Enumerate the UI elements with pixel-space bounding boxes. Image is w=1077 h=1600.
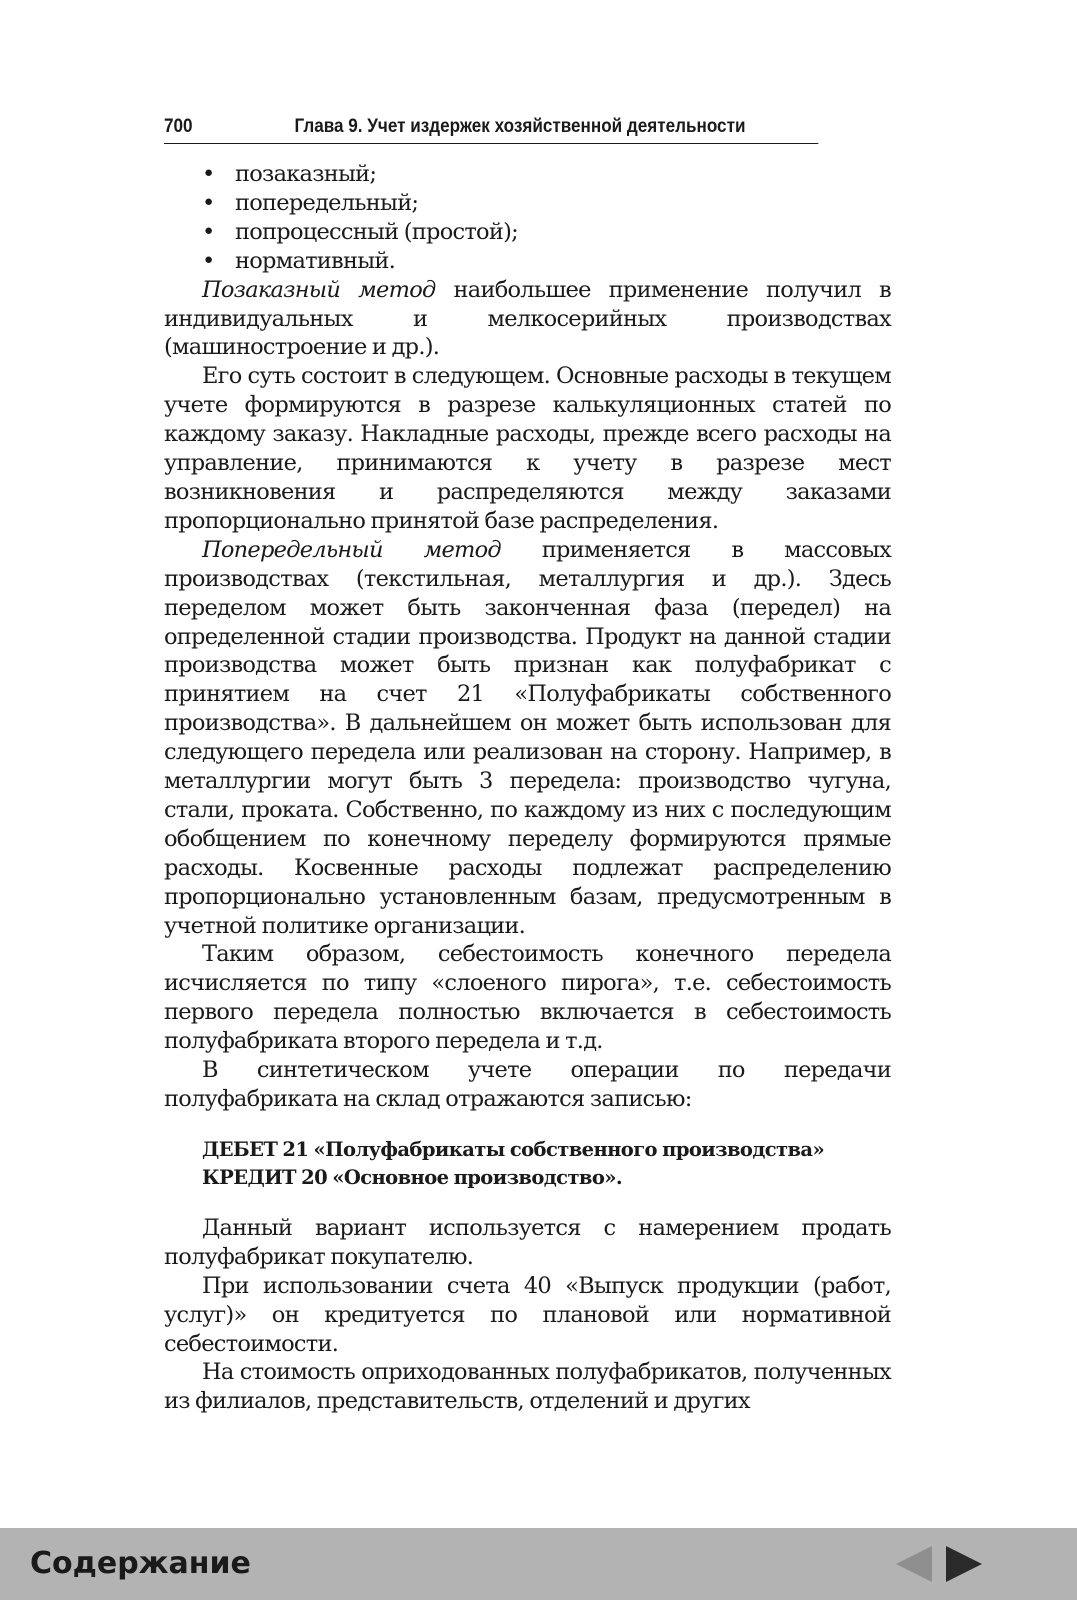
paragraph: При использовании счета 40 «Выпуск продукции (работ, услуг)» он кредитуется по плановой или нормативной себестоимости. [164,1272,891,1357]
list-item: • позаказный; [164,160,891,189]
triangle-right-icon[interactable] [946,1546,982,1582]
paragraph: На стоимость оприходованных полуфабрикатов, полученных из филиалов, представительств, отделений и других [164,1359,891,1415]
paragraph [164,940,891,1056]
triangle-left-icon[interactable] [896,1546,932,1582]
paragraph-text: Таким образом, себестоимость конечного передела исчисляется по типу «слоеного пирога», т.е. себестоимость первого передела полностью включается в себестоимость полуфабриката второго передела и т.д. [164,941,891,1055]
navigation-bar [0,1528,1077,1600]
credit-line: КРЕДИТ 20 «Основное производство». [202,1165,623,1189]
paragraph-text: применяется в массовых производствах (текстильная, металлургия и др.). Здесь переделом может быть законченная фаза (передел) на определенной стадии производства. Продукт на данной стадии производства может быть признан как полуфабрикат с принятием на счет 21 «Полуфабрикаты собственного производства». В дальнейшем он может быть использован для следующего передела или реализован на сторону. Например, в металлургии могут быть 3 передела: производство чугуна, стали, проката. Собственно, по каждому из них с последующим обобщением по конечному переделу формируются прямые расходы. Косвенные расходы подлежат распределению пропорционально установленным базам, предусмотренным в учетной политике организации. [164,536,892,939]
term-lead: Позаказный метод [202,276,436,303]
page-body [164,160,891,1416]
paragraph-text: В синтетическом учете операции по передачи полуфабриката на склад отражаются записью: [164,1057,891,1112]
chapter-title: Глава 9. Учет издержек хозяйственной деятельности [294,116,746,137]
page-header [164,113,818,144]
paragraph-text: наибольшее применение получил в индивидуальных и мелкосерийных производствах (машиностроение и др.). [164,276,891,361]
paragraph-text: Его суть состоит в следующем. Основные расходы в текущем учете формируются в разрезе калькуляционных статей по каждому заказу. Накладные расходы, прежде всего расходы на управление, принимаются к учету в разрезе мест возникновения и распределяются между заказами пропорционально принятой базе распределения. [164,363,891,534]
page-number: 700 [164,116,193,137]
paragraph [164,276,891,363]
paragraph [164,1056,891,1114]
list-item: • попередельный; [164,189,891,218]
paragraph: Данный вариант используется с намерением продать полуфабрикат покупателю. [164,1214,891,1270]
accounting-entry [202,1136,891,1192]
list-item: • попроцессный (простой); [164,218,891,247]
list-item: • нормативный. [164,247,891,276]
debit-line: ДЕБЕТ 21 «Полуфабрикаты собственного производства» [202,1137,825,1161]
term-lead: Попередельный метод [202,536,501,563]
contents-link[interactable]: Содержание [30,1546,251,1581]
paragraph [164,362,891,535]
method-list [164,160,891,276]
paragraph [164,536,891,941]
